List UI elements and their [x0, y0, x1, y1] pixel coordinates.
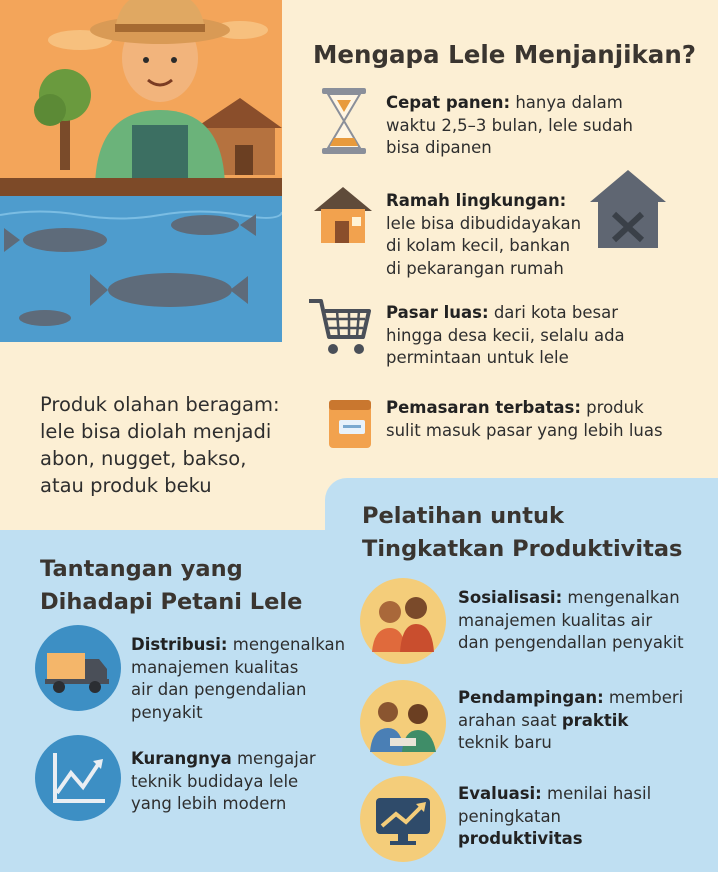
products-line: abon, nugget, bakso,: [40, 447, 247, 470]
item-heading: Sosialisasi:: [458, 588, 563, 607]
item-text: manajemen kualitas: [131, 657, 299, 677]
training-item-mentoring: [458, 687, 714, 755]
item-text: lele bisa dibudidayakan: [386, 213, 582, 233]
item-text: mengenalkan: [227, 635, 346, 654]
item-heading: Evaluasi:: [458, 784, 542, 803]
item-text: permintaan untuk lele: [386, 348, 569, 367]
item-text: hanya dalam: [510, 93, 623, 112]
item-text: menilai hasil: [541, 784, 652, 803]
item-text: manajemen kualitas air: [458, 610, 653, 630]
item-text: air dan pengendalian: [131, 680, 307, 699]
item-text: yang lebih modern: [131, 794, 287, 813]
why-title: Mengapa Lele Menjanjikan?: [313, 40, 696, 69]
training-item-socialization: [458, 587, 714, 655]
training-title: [362, 500, 682, 566]
why-item-fast-harvest: [386, 92, 716, 160]
products-line: Produk olahan beragam:: [40, 393, 280, 416]
monitor-chart-icon: [360, 776, 446, 862]
item-text: sulit masuk pasar yang lebih luas: [386, 420, 663, 440]
shopping-cart-icon: [307, 297, 373, 359]
hourglass-icon: [322, 88, 366, 154]
item-text: waktu 2,5–3 bulan, lele sudah: [386, 115, 633, 135]
item-text: mengajar: [231, 749, 316, 768]
training-item-evaluation: [458, 783, 714, 851]
item-emphasis: praktik: [561, 710, 629, 730]
mentoring-icon: [360, 680, 446, 766]
item-text: arahan saat: [458, 710, 562, 730]
title-line: Dihadapi Petani Lele: [40, 589, 303, 615]
crossed-house-icon: [588, 168, 668, 250]
item-text: dan pengendallan penyakit: [458, 633, 684, 652]
people-talking-icon: [360, 578, 446, 664]
challenge-item-lack-training: [131, 748, 371, 816]
item-heading: Kurangnya: [131, 749, 232, 768]
item-text: produk: [580, 398, 644, 417]
why-item-limited-marketing: [386, 397, 716, 442]
item-heading: Ramah lingkungan:: [386, 191, 567, 210]
challenges-title: [40, 553, 302, 619]
item-emphasis: produktivitas: [458, 829, 583, 848]
item-text: dari kota besar: [488, 303, 619, 322]
item-text: di kolam kecil, bankan: [386, 236, 571, 255]
item-text: teknik baru: [458, 733, 552, 752]
item-heading: Cepat panen:: [386, 93, 511, 112]
item-text: bisa dipanen: [386, 138, 492, 157]
item-text: penyakit: [131, 702, 203, 722]
title-line: Pelatihan untuk: [362, 503, 564, 529]
item-text: teknik budidaya lele: [131, 771, 299, 791]
truck-icon: [35, 625, 121, 711]
item-text: memberi: [603, 688, 684, 707]
why-item-eco-friendly: [386, 190, 601, 280]
title-line: Tingkatkan Produktivitas: [362, 536, 683, 562]
trend-chart-icon: [35, 735, 121, 821]
item-heading: Pendampingan:: [458, 688, 604, 707]
title-line: Tantangan yang: [40, 556, 243, 582]
why-item-wide-market: [386, 302, 716, 370]
products-line: atau produk beku: [40, 474, 212, 497]
products-line: lele bisa diolah menjadi: [40, 420, 272, 443]
item-text: hingga desa kecii, selalu ada: [386, 325, 625, 345]
item-text: mengenalkan: [562, 588, 680, 607]
item-heading: Pasar luas:: [386, 303, 489, 322]
products-text: [40, 391, 310, 499]
item-heading: Pemasaran terbatas:: [386, 398, 581, 417]
farmer-pond-illustration: [0, 0, 282, 342]
item-text: peningkatan: [458, 806, 562, 826]
house-icon: [312, 183, 374, 245]
challenge-item-distribution: [131, 634, 371, 724]
item-text: di pekarangan rumah: [386, 258, 564, 278]
item-heading: Distribusi:: [131, 635, 228, 654]
product-box-icon: [327, 398, 373, 450]
